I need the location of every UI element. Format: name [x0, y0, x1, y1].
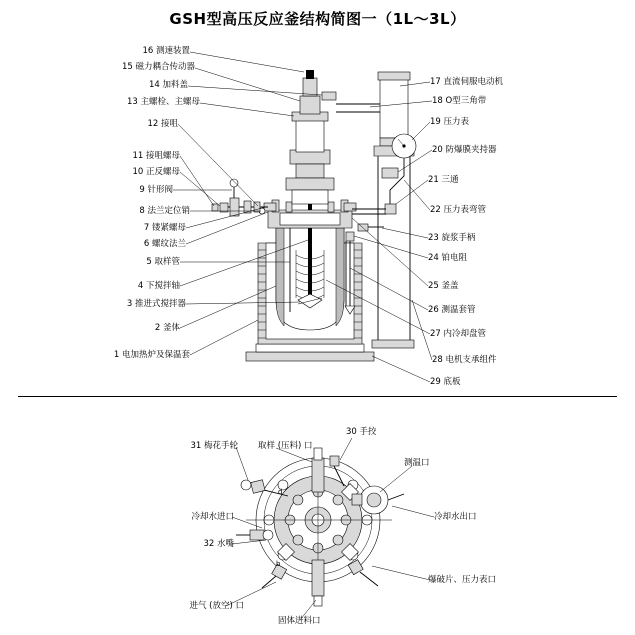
callout-5: 5 取样管	[146, 257, 180, 267]
callout-16: 16 测速装置	[142, 46, 190, 56]
top-assembly-drawing	[173, 52, 432, 382]
callout-9: 9 针形阀	[139, 185, 173, 195]
callout-27: 27 内冷却盘管	[430, 329, 487, 339]
callout-cooling-water-inlet: 冷却水进口	[191, 512, 234, 522]
callout-1: 1 电加热炉及保温套	[113, 350, 190, 360]
callout-burst-disc-port: 爆破片、压力表口	[428, 575, 497, 585]
callout-30: 30 手挍	[346, 427, 377, 437]
callout-28: 28 电机支承组件	[432, 355, 497, 365]
callout-23: 23 旋浆手柄	[428, 233, 476, 243]
callout-cooling-water-outlet: 冷却水出口	[434, 512, 477, 522]
callout-4: 4 下搅拌轴	[137, 281, 180, 291]
cover-plan-view	[226, 438, 434, 620]
callout-25: 25 釜盖	[428, 281, 459, 291]
callout-sampling-port: 取样 (压料) 口	[258, 441, 313, 451]
callout-18: 18 O型三角带	[432, 96, 487, 106]
callout-2: 2 釜体	[154, 323, 180, 333]
page-title: GSH型高压反应釜结构简图一（1L～3L）	[169, 10, 466, 28]
callout-10: 10 正反螺母	[132, 167, 180, 177]
callout-3: 3 推进式搅拌器	[126, 299, 186, 309]
callout-gas-port: 进气 (放空) 口	[189, 601, 244, 611]
callout-11: 11 接咀螺母	[132, 151, 180, 161]
callout-7: 7 镂紧螺母	[143, 223, 186, 233]
callout-6: 6 螺纹法兰	[143, 239, 186, 249]
port-mark-b: b	[276, 560, 281, 568]
callout-22: 22 压力表弯管	[430, 205, 487, 215]
callout-15: 15 磁力耦合传动器	[121, 62, 195, 72]
section-divider	[18, 396, 617, 397]
callout-8: 8 法兰定位销	[139, 206, 190, 216]
callout-24: 24 铂电阻	[428, 253, 468, 263]
callout-13: 13 主螺栓、主螺母	[126, 97, 200, 107]
callout-12: 12 接咀	[147, 119, 178, 129]
callout-29: 29 底板	[430, 377, 461, 387]
callout-20: 20 防爆膜夹持器	[432, 145, 497, 155]
callout-21: 21 三通	[428, 175, 459, 185]
callout-17: 17 直流伺服电动机	[430, 77, 504, 87]
callout-31: 31 梅花手轮	[190, 441, 238, 451]
callout-temperature-port: 测温口	[404, 458, 430, 468]
callout-solid-feed-port: 固体进料口	[278, 616, 321, 626]
port-mark-d: d	[278, 488, 283, 496]
callout-26: 26 测温套管	[428, 305, 476, 315]
callout-32: 32 水嘴	[203, 539, 234, 549]
callout-19: 19 压力表	[430, 117, 470, 127]
callout-14: 14 加料盖	[148, 80, 188, 90]
